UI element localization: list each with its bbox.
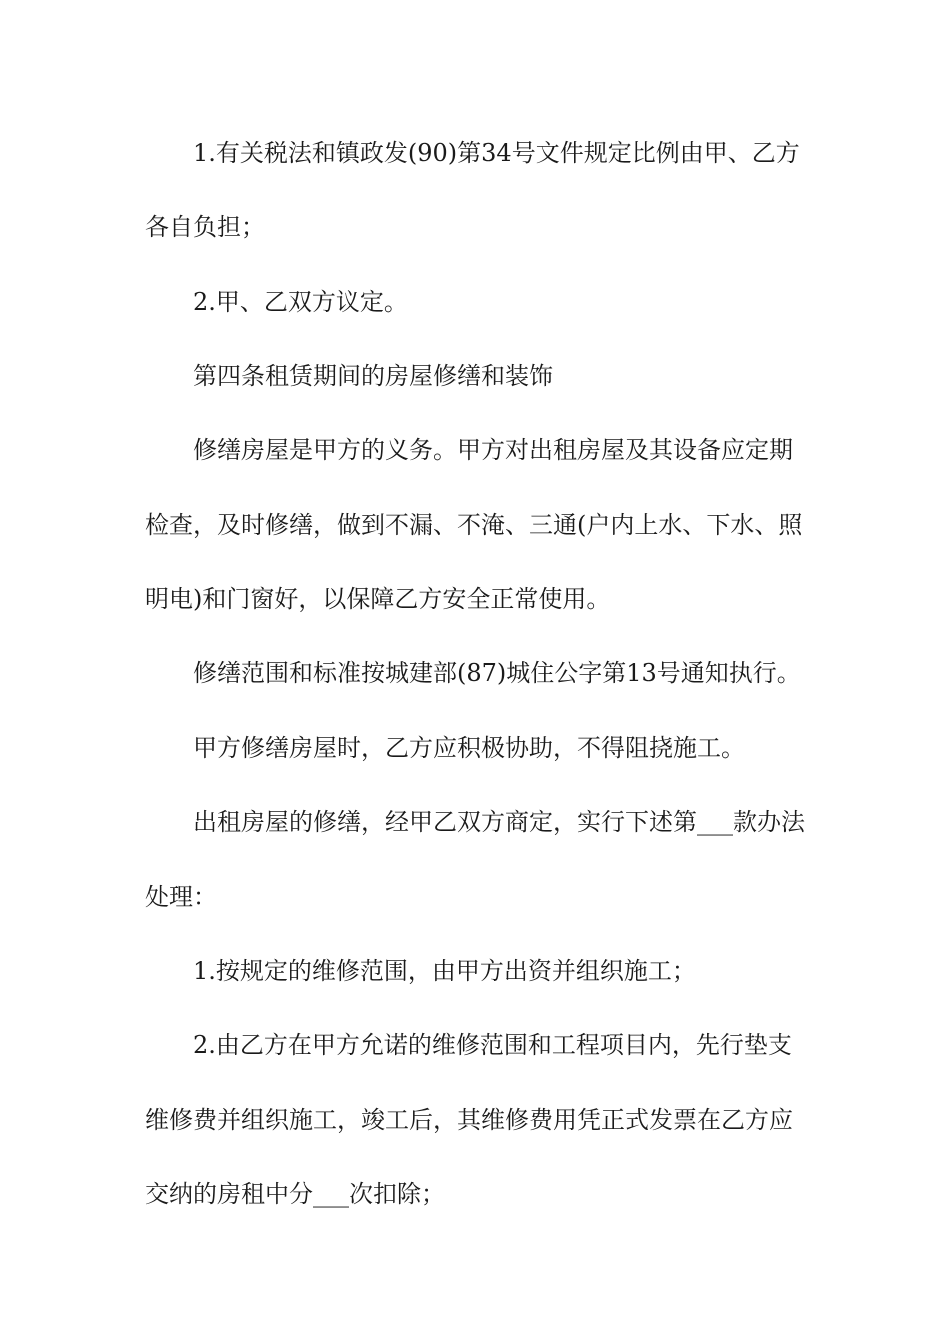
text-line: 处理：	[145, 883, 217, 911]
text-line: 检查，及时修缮，做到不漏、不淹、三通(户内上水、下水、照	[145, 511, 803, 539]
text-line: 修缮房屋是甲方的义务。甲方对出租房屋及其设备应定期	[193, 436, 793, 464]
text-line: 各自负担；	[145, 213, 265, 241]
text-line: 1.有关税法和镇政发(90)第34号文件规定比例由甲、乙方	[193, 139, 800, 167]
text-line: 2.甲、乙双方议定。	[193, 288, 408, 316]
text-line: 2.由乙方在甲方允诺的维修范围和工程项目内，先行垫支	[193, 1031, 792, 1059]
text-line: 维修费并组织施工，竣工后，其维修费用凭正式发票在乙方应	[145, 1106, 793, 1134]
text-line: 明电)和门窗好，以保障乙方安全正常使用。	[145, 585, 611, 613]
section-heading: 第四条租赁期间的房屋修缮和装饰	[193, 362, 553, 390]
text-line: 交纳的房租中分___次扣除；	[145, 1180, 445, 1208]
text-line: 修缮范围和标准按城建部(87)城住公字第13号通知执行。	[193, 659, 801, 687]
text-line: 1.按规定的维修范围，由甲方出资并组织施工；	[193, 957, 696, 985]
text-line: 出租房屋的修缮，经甲乙双方商定，实行下述第___款办法	[193, 808, 805, 836]
text-line: 甲方修缮房屋时，乙方应积极协助，不得阻挠施工。	[193, 734, 745, 762]
